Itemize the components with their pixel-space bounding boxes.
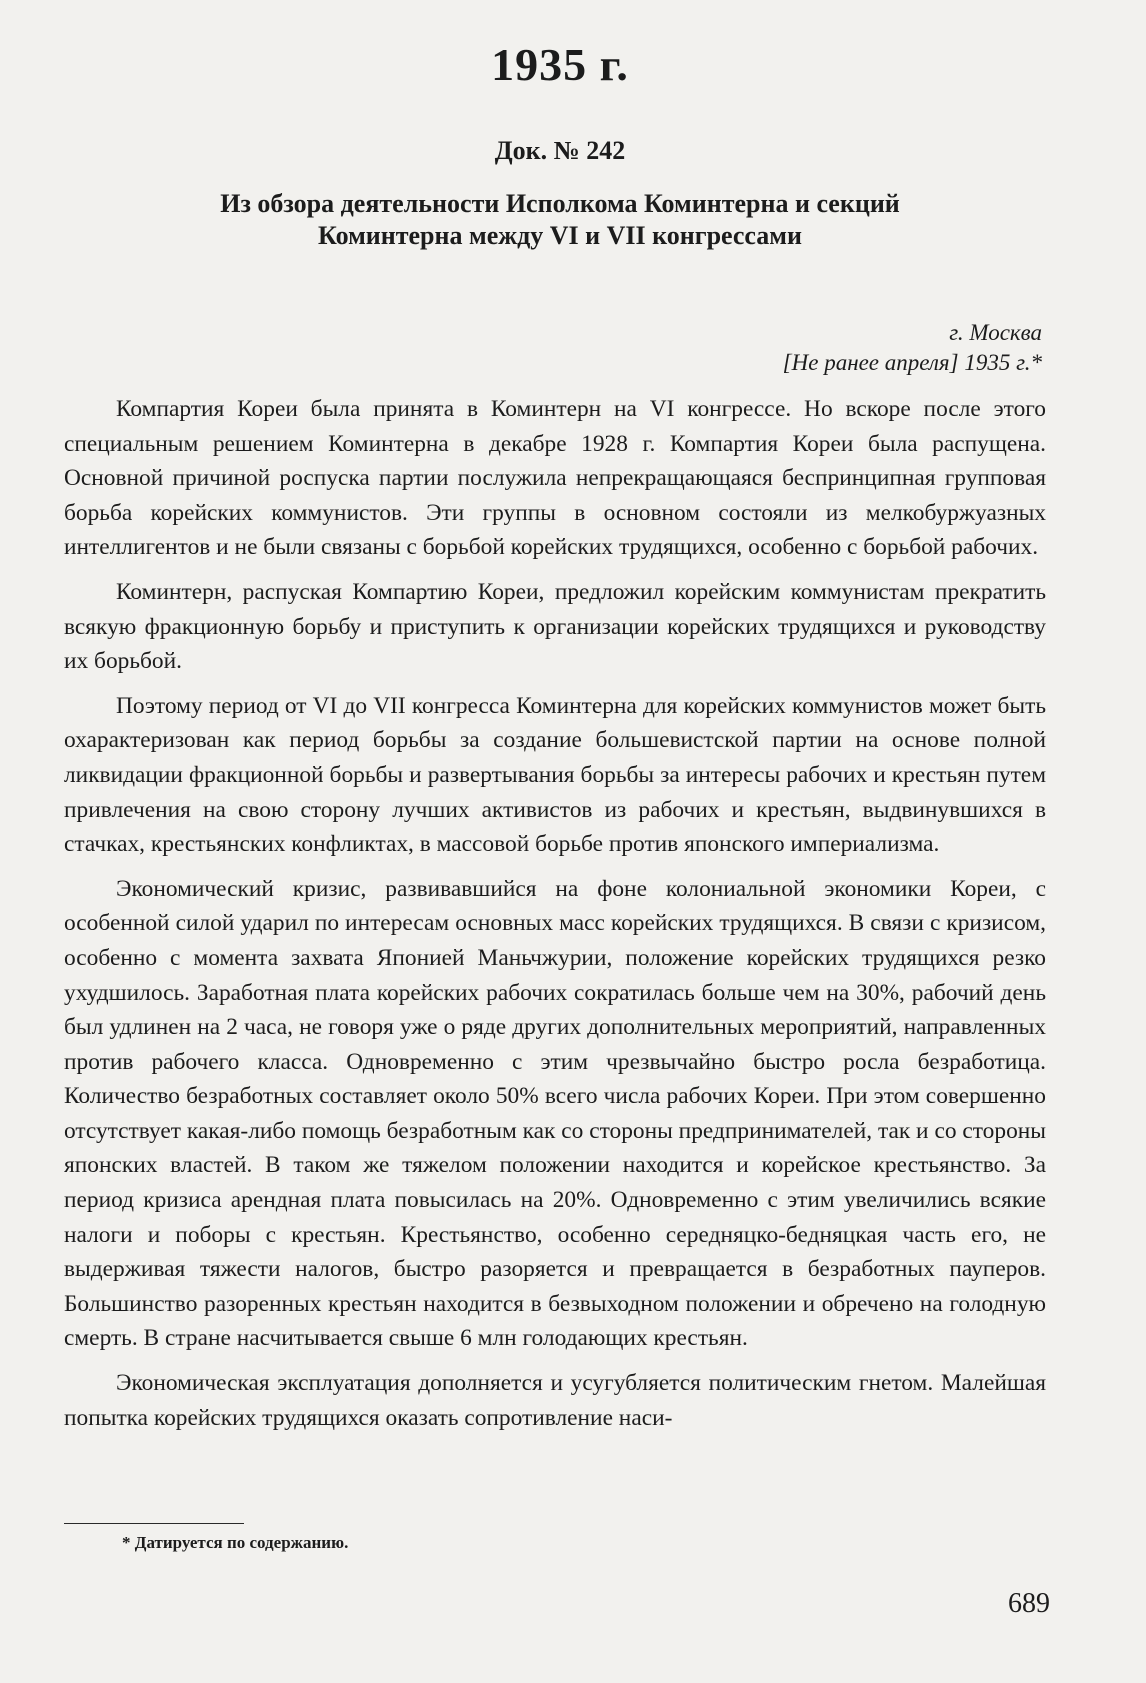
paragraph: Коминтерн, распуская Компартию Кореи, предложил корейским коммунистам прекратить всякую фракционную борьбу и приступить к организации корейских трудящихся и руководству их борьбой. (64, 578, 1046, 675)
year-heading: 1935 г. (491, 39, 629, 90)
paragraph: Экономическая эксплуатация дополняется и усугубляется политическим гнетом. Малейшая попытка корейских трудящихся оказать сопротивление наси- (64, 1370, 1046, 1431)
paragraph: Компартия Кореи была принята в Коминтерн на VI конгрессе. Но вскоре после этого специальным решением Коминтерна в декабре 1928 г. Компартия Кореи была распущена. Основной причиной роспуска партии послужила непрекращающаяся беспринципная групповая борьба корейских коммунистов. Эти группы в основном состояли из мелкобуржуазных интеллигентов и не были связаны с борьбой корейских трудящихся, особенно с борьбой рабочих. (64, 396, 1046, 561)
footnote: * Датируется по содержанию. (122, 1533, 349, 1552)
document-title (0, 188, 1120, 252)
paragraph: Поэтому период от VI до VII конгресса Коминтерна для корейских коммунистов может быть охарактеризован как период борьбы за создание большевистской партии на основе полной ликвидации фракционной борьбы и развертывания борьбы за интересы рабочих и крестьян путем привлечения на свою сторону лучших активистов из рабочих и крестьян, выдвинувшихся в стачках, крестьянских конфликтах, в массовой борьбе против японского империализма. (64, 692, 1046, 858)
footnote-divider (64, 1523, 244, 1524)
title-line-2: Коминтерна между VI и VII конгрессами (318, 221, 802, 250)
place-and-date (783, 318, 1042, 378)
document-number: Док. № 242 (494, 136, 626, 165)
paragraph: Экономический кризис, развивавшийся на фоне колониальной экономики Кореи, с особенной силой ударил по интересам основных масс корейских трудящихся. В связи с кризисом, особенно с момента захвата Японией Маньчжурии, положение корейских трудящихся резко ухудшилось. Заработная плата корейских рабочих сократилась больше чем на 30%, рабочий день был удлинен на 2 часа, не говоря уже о ряде других дополнительных мероприятий, направленных против рабочего класса. Одновременно с этим чрезвычайно быстро росла безработица. Количество безработных составляет около 50% всего числа рабочих Кореи. При этом совершенно отсутствует какая-либо помощь безработным как со стороны предпринимателей, так и со стороны японских властей. В таком же тяжелом положении находится и корейское крестьянство. За период кризиса арендная плата повысилась на 20%. Одновременно с этим увеличились всякие налоги и поборы с крестьян. Крестьянство, особенно середняцко-бедняцкая часть его, не выдерживая тяжести налогов, быстро разоряется и превращается в безработных пауперов. Большинство разоренных крестьян находится в безвыходном положении и обречено на голодную смерть. В стране насчитывается свыше 6 млн голодающих крестьян. (64, 875, 1046, 1352)
title-line-1: Из обзора деятельности Исполкома Коминтерна и секций (220, 189, 900, 218)
place: г. Москва (949, 320, 1042, 345)
date: [Не ранее апреля] 1935 г.* (782, 350, 1042, 375)
page-number: 689 (1008, 1588, 1050, 1619)
body-text (64, 392, 1046, 1445)
